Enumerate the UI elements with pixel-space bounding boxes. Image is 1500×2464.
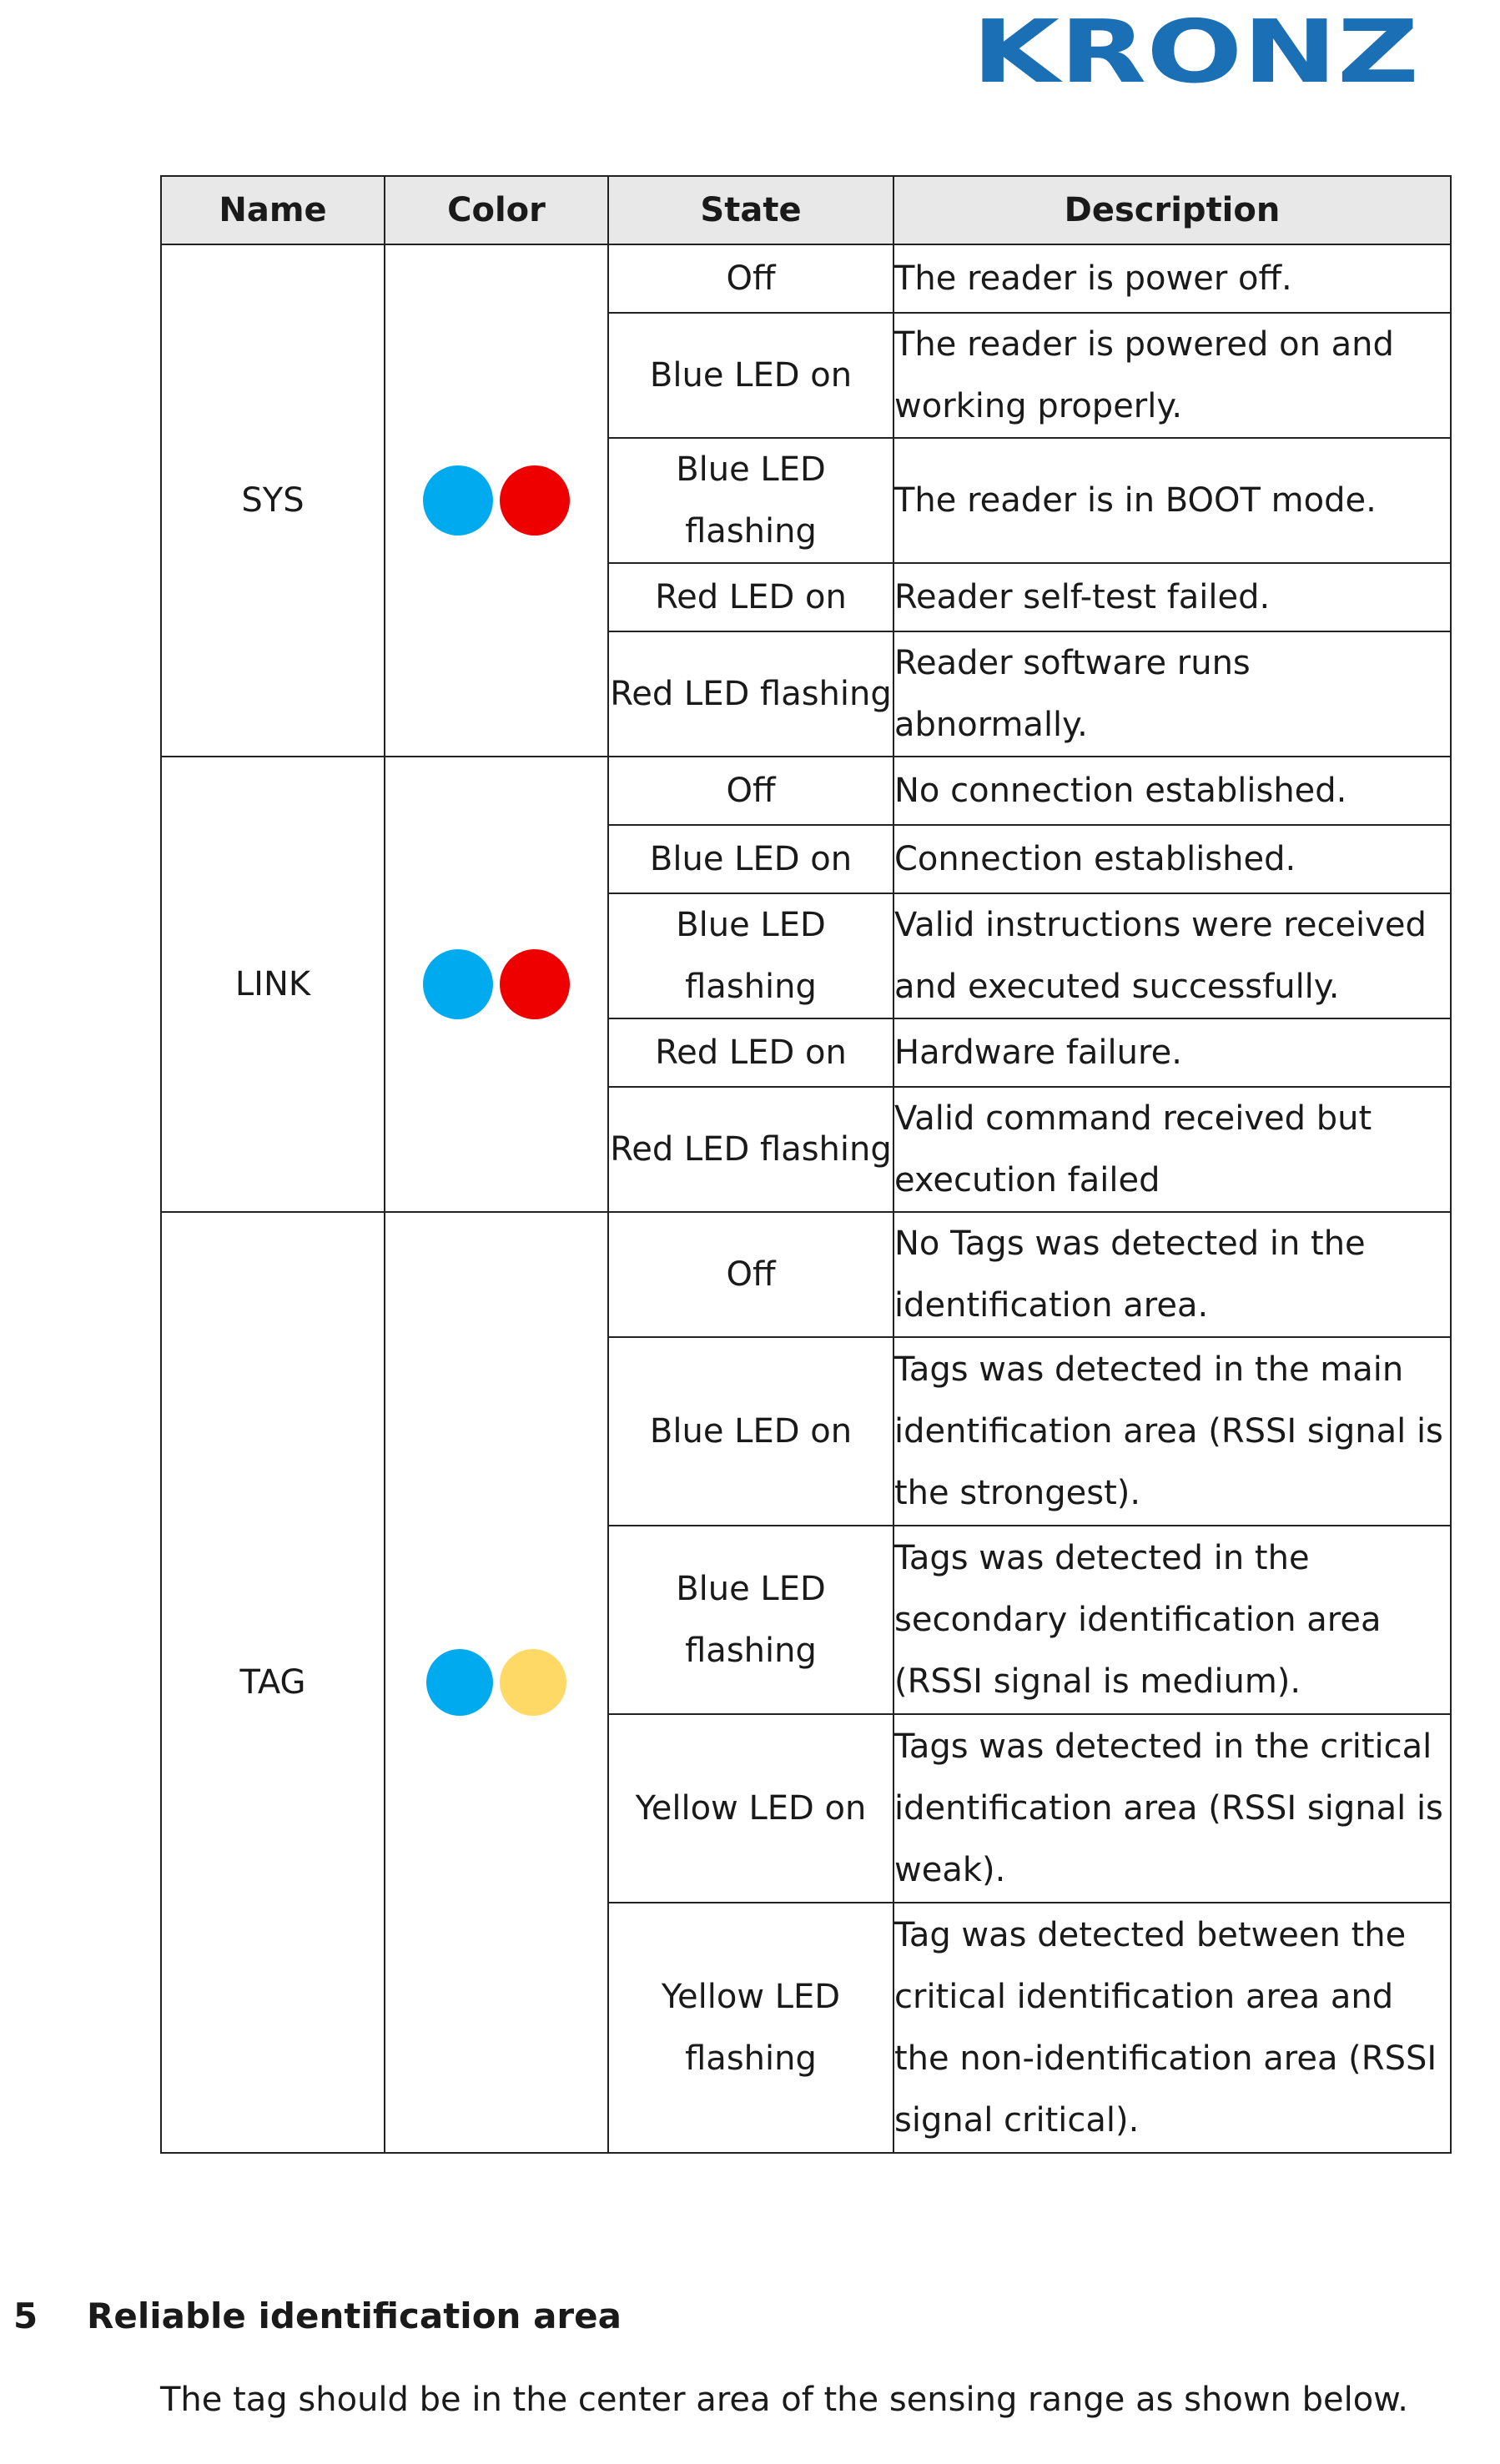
red-led-indicator-icon — [500, 949, 570, 1019]
led-description: Tag was detected between the critical identification area and the non-identification area (RSSI signal critical). — [893, 1903, 1451, 2153]
led-status-table — [160, 175, 1452, 2154]
led-description: Connection established. — [893, 825, 1451, 893]
led-state: Red LED flashing — [608, 631, 893, 757]
led-state: Blue LED on — [608, 825, 893, 893]
led-color-cell — [385, 757, 608, 1212]
led-state: Yellow LED on — [608, 1714, 893, 1903]
led-description: Valid command received but execution failed — [893, 1087, 1451, 1212]
led-state: Off — [608, 244, 893, 313]
kronz-logo — [970, 15, 1421, 90]
led-description: Hardware failure. — [893, 1018, 1451, 1087]
yellow-led-indicator-icon — [500, 1649, 566, 1716]
led-state: Off — [608, 1212, 893, 1337]
led-description: No connection established. — [893, 757, 1451, 825]
led-state: Blue LED on — [608, 313, 893, 438]
led-description: The reader is power off. — [893, 244, 1451, 313]
led-description: Tags was detected in the critical identification area (RSSI signal is weak). — [893, 1714, 1451, 1903]
led-description: Reader self-test failed. — [893, 563, 1451, 631]
header-state: State — [608, 176, 893, 244]
table-row — [161, 1212, 1451, 1337]
led-state: Red LED on — [608, 563, 893, 631]
led-state: Off — [608, 757, 893, 825]
header-description: Description — [893, 176, 1451, 244]
section-title: Reliable identification area — [87, 2296, 622, 2336]
led-description: Tags was detected in the secondary identification area (RSSI signal is medium). — [893, 1526, 1451, 1714]
led-state: Blue LED on — [608, 1337, 893, 1526]
red-led-indicator-icon — [500, 465, 570, 536]
led-state: Red LED flashing — [608, 1087, 893, 1212]
led-description: Valid instructions were received and executed successfully. — [893, 893, 1451, 1018]
table-row — [161, 244, 1451, 313]
table-header-row — [161, 176, 1451, 244]
header-color: Color — [385, 176, 608, 244]
led-description: No Tags was detected in the identification area. — [893, 1212, 1451, 1337]
blue-led-indicator-icon — [423, 949, 493, 1019]
table-row — [161, 757, 1451, 825]
body-paragraph: The tag should be in the center area of the sensing range as shown below. — [160, 2381, 1408, 2419]
led-state: Blue LED flashing — [608, 438, 893, 563]
led-name-tag: TAG — [161, 1212, 385, 2153]
led-color-cell — [385, 244, 608, 757]
led-description: Reader software runs abnormally. — [893, 631, 1451, 757]
led-description: The reader is powered on and working properly. — [893, 313, 1451, 438]
led-color-cell — [385, 1212, 608, 2153]
section-number: 5 — [13, 2296, 38, 2336]
led-state: Blue LED flashing — [608, 1526, 893, 1714]
led-state: Red LED on — [608, 1018, 893, 1087]
led-description: The reader is in BOOT mode. — [893, 438, 1451, 563]
blue-led-indicator-icon — [426, 1649, 493, 1716]
led-description: Tags was detected in the main identification area (RSSI signal is the strongest). — [893, 1337, 1451, 1526]
header-name: Name — [161, 176, 385, 244]
led-state: Yellow LED flashing — [608, 1903, 893, 2153]
logo-text: KRONZ — [972, 15, 1419, 90]
led-name-link: LINK — [161, 757, 385, 1212]
led-name-sys: SYS — [161, 244, 385, 757]
blue-led-indicator-icon — [423, 465, 493, 536]
led-state: Blue LED flashing — [608, 893, 893, 1018]
